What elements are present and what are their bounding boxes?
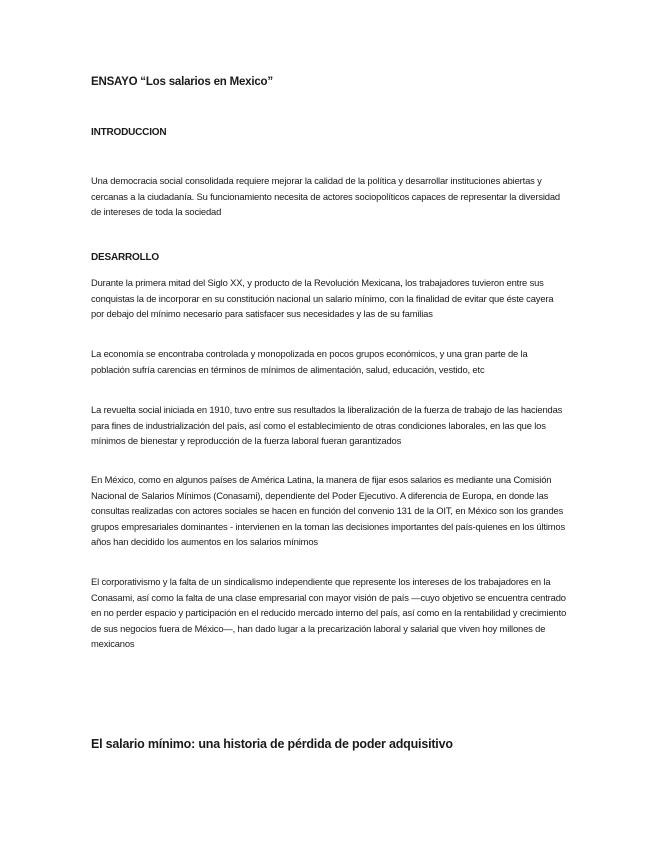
document-title: ENSAYO “Los salarios en Mexico” bbox=[91, 76, 273, 88]
paragraph-4: En México, como en algunos países de América Latina, la manera de fijar esos salarios es mediante una Comisión Nacional de Salarios Mínimos (Conasami), dependiente del Poder Ejecutivo. A diferencia de Europa, en donde las consultas realizadas con actores sociales se hacen en función del convenio 131 de la OIT, en México son los grandes grupos empresariales dominantes - intervienen en la toman las decisiones importantes del país-quienes en los últimos años han decidido los aumentos en los salarios mínimos bbox=[91, 474, 566, 548]
paragraph-2: La economía se encontraba controlada y monopolizada en pocos grupos económicos, y una gran parte de la población sufría carencias en términos de mínimos de alimentación, salud, educación, vestido, etc bbox=[91, 348, 528, 375]
development-heading: DESARROLLO bbox=[91, 252, 160, 263]
intro-heading: INTRODUCCION bbox=[91, 127, 167, 138]
section-title: El salario mínimo: una historia de pérdida de poder adquisitivo bbox=[91, 737, 453, 751]
intro-paragraph: Una democracia social consolidada requiere mejorar la calidad de la política y desarrollar instituciones abiertas y cercanas a la ciudadanía. Su funcionamiento necesita de actores sociopolíticos capaces de representar la diversidad de intereses de toda la sociedad bbox=[91, 175, 560, 218]
paragraph-3: La revuelta social iniciada en 1910, tuvo entre sus resultados la liberalización de la fuerza de trabajo de las haciendas para fines de industrialización del país, así como el establecimiento de otras condiciones laborales, en las que los mínimos de bienestar y reproducción de la fuerza laboral fueran garantizados bbox=[91, 404, 563, 447]
paragraph-1: Durante la primera mitad del Siglo XX, y producto de la Revolución Mexicana, los trabajadores tuvieron entre sus conquistas la de incorporar en su constitución nacional un salario mínimo, con la finalidad de evitar que éste cayera por debajo del mínimo necesario para satisfacer sus necesidades y las de su familias bbox=[91, 277, 554, 320]
paragraph-5: El corporativismo y la falta de un sindicalismo independiente que represente los intereses de los trabajadores en la Conasami, así como la falta de una clase empresarial con mayor visión de país —cuyo objetivo se encuentra centrado en no perder espacio y participación en el reducido mercado interno del país, así como en la rentabilidad y crecimiento de sus negocios fuera de México—, han dado lugar a la precarización laboral y salarial que viven hoy millones de mexicanos bbox=[91, 576, 567, 650]
